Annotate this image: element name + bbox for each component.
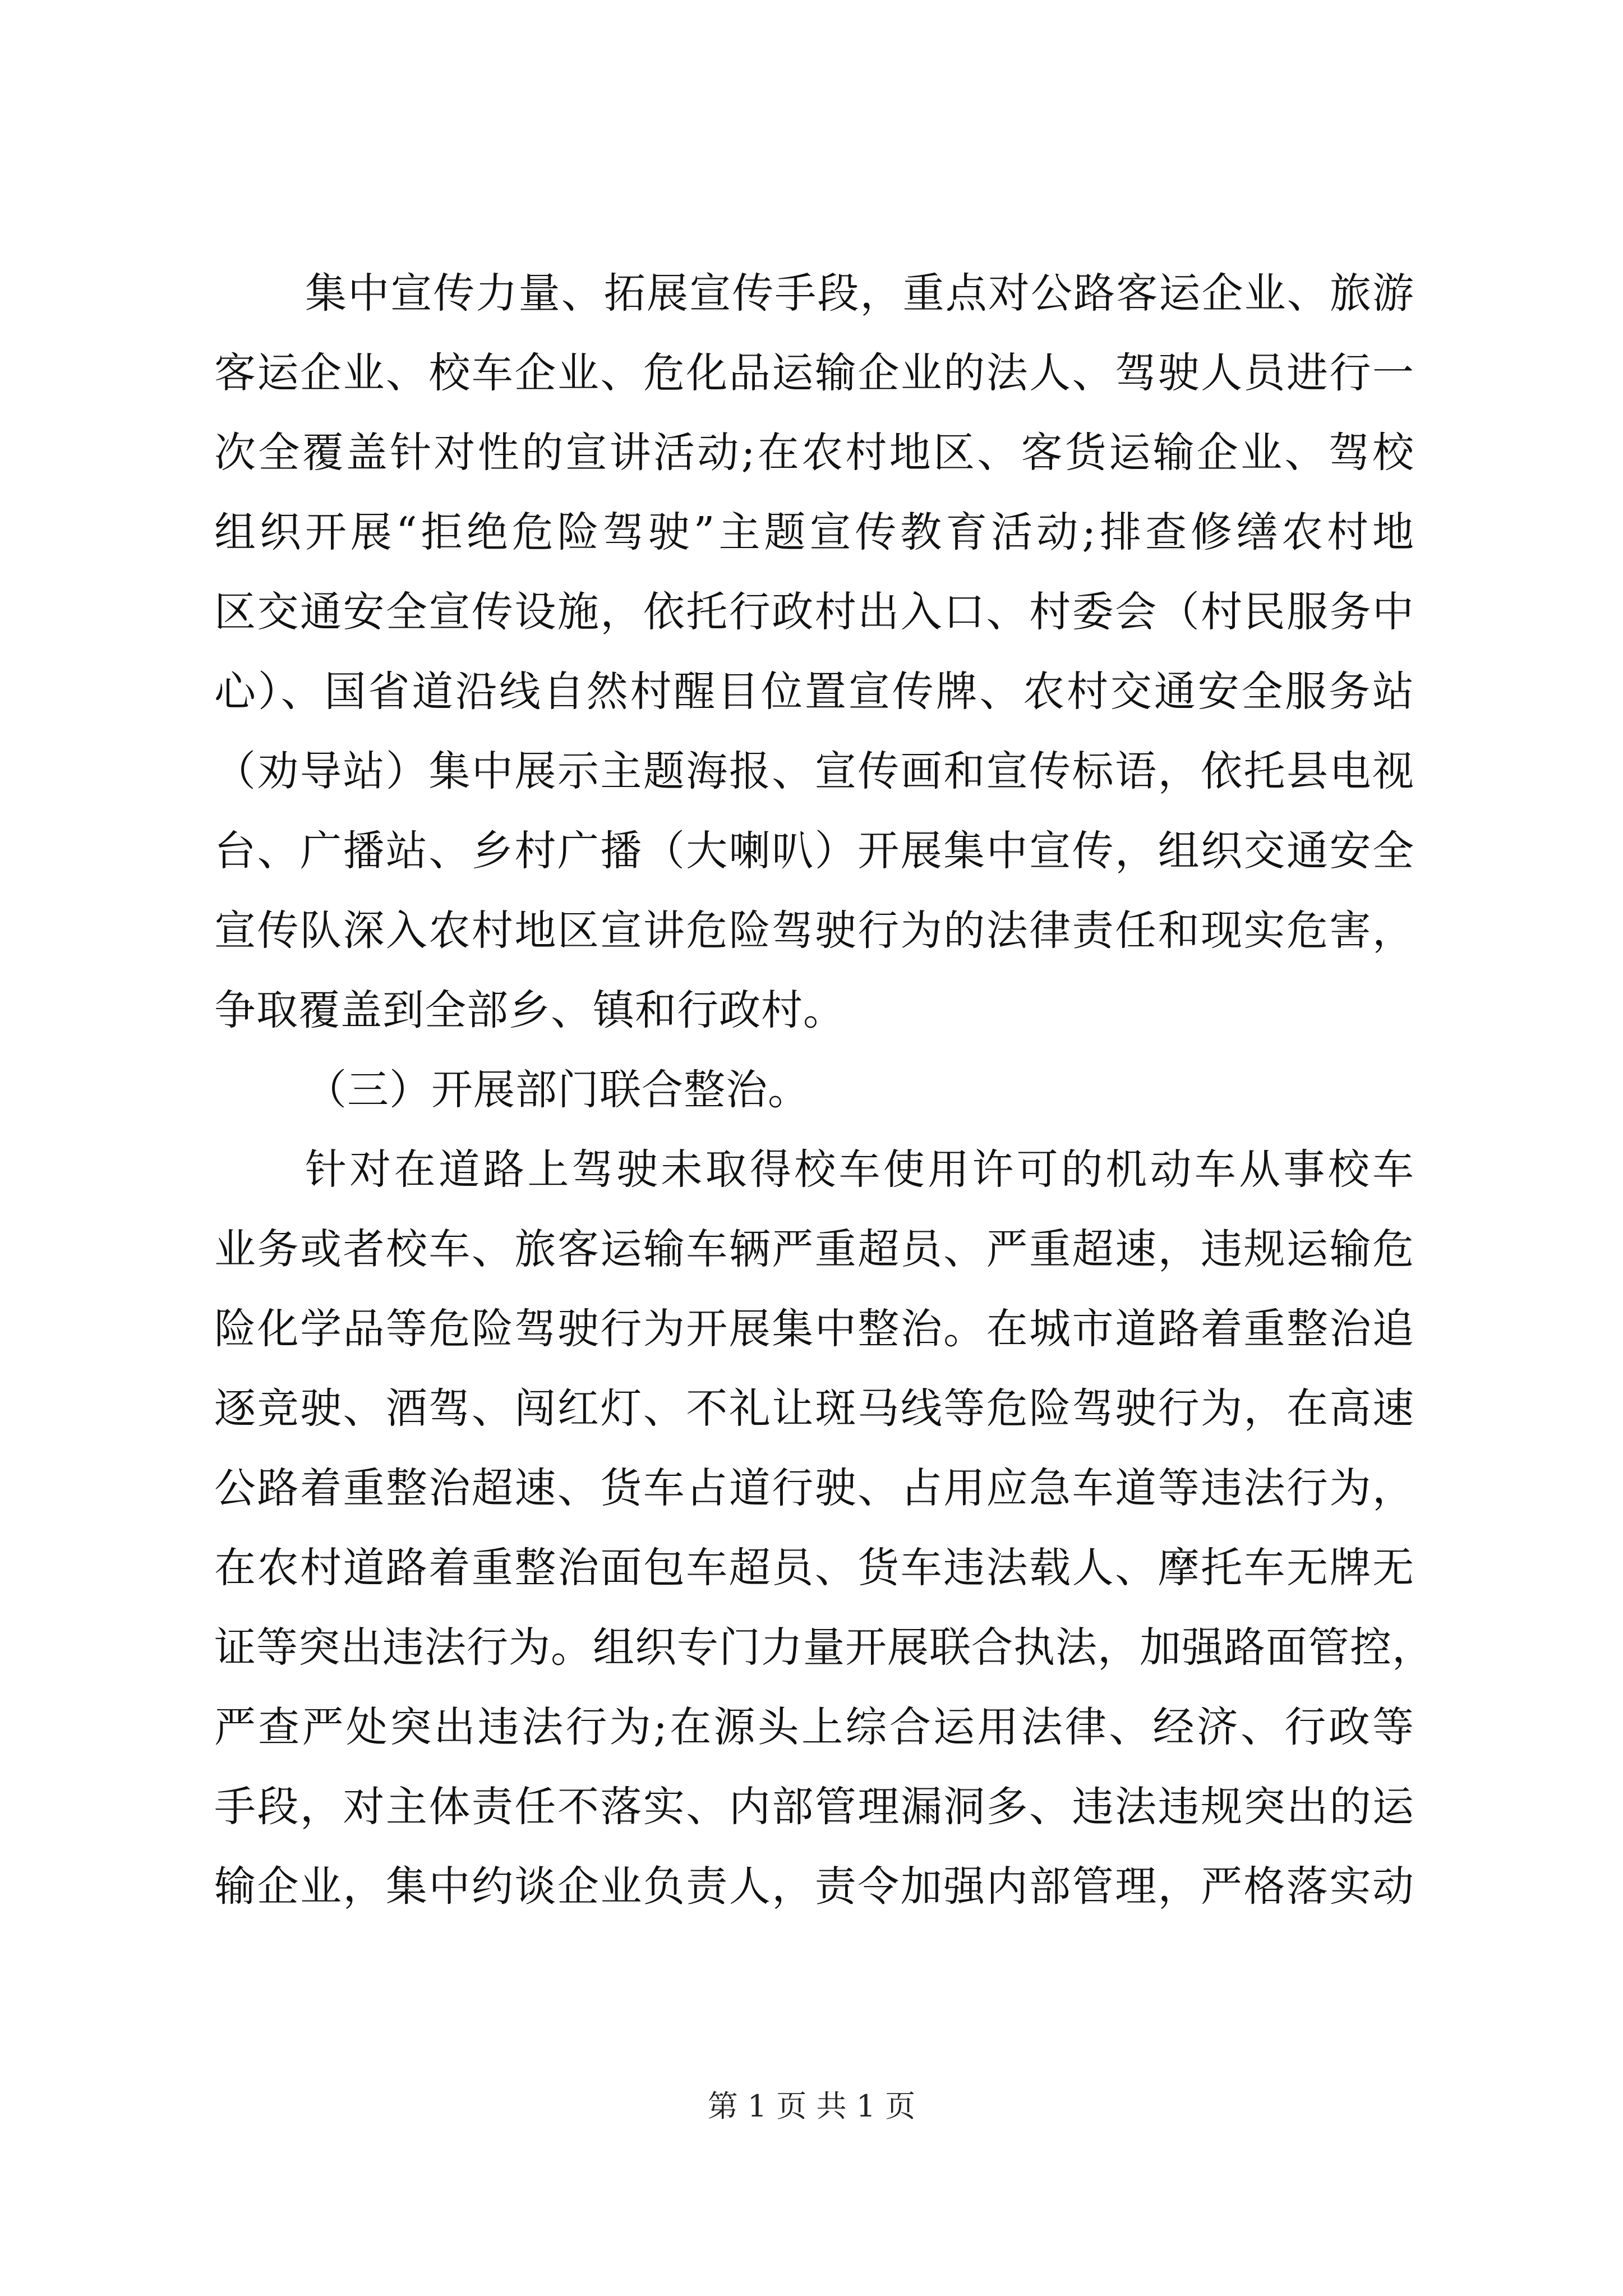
paragraph-line: 台、广播站、乡村广播（大喇叭）开展集中宣传，组织交通安全: [214, 827, 1414, 875]
paragraph-line: （劝导站）集中展示主题海报、宣传画和宣传标语，依托县电视: [214, 747, 1414, 795]
paragraph-line: 在农村道路着重整治面包车超员、货车违法载人、摩托车无牌无: [214, 1544, 1414, 1592]
paragraph-line: 组织开展“拒绝危险驾驶”主题宣传教育活动;排查修缮农村地: [214, 508, 1414, 556]
paragraph-line: 证等突出违法行为。组织专门力量开展联合执法，加强路面管控，: [214, 1623, 1434, 1672]
paragraph-line: 争取覆盖到全部乡、镇和行政村。: [214, 986, 845, 1034]
paragraph-line: 区交通安全宣传设施，依托行政村出入口、村委会（村民服务中: [214, 588, 1414, 636]
paragraph-line: 逐竞驶、酒驾、闯红灯、不礼让斑马线等危险驾驶行为，在高速: [214, 1384, 1414, 1433]
page-number-footer: 第 1 页 共 1 页: [707, 2088, 916, 2124]
paragraph-line: 严查严处突出违法行为;在源头上综合运用法律、经济、行政等: [214, 1703, 1414, 1751]
section-heading: （三）开展部门联合整治。: [305, 1066, 810, 1114]
paragraph-line: 输企业，集中约谈企业负责人，责令加强内部管理，严格落实动: [214, 1862, 1414, 1911]
paragraph-line: 针对在道路上驾驶未取得校车使用许可的机动车从事校车: [305, 1145, 1414, 1194]
document-body: [214, 254, 1434, 1926]
paragraph-line: 业务或者校车、旅客运输车辆严重超员、严重超速，违规运输危: [214, 1225, 1414, 1273]
paragraph-line: 险化学品等危险驾驶行为开展集中整治。在城市道路着重整治追: [214, 1305, 1414, 1353]
paragraph-line: 客运企业、校车企业、危化品运输企业的法人、驾驶人员进行一: [214, 349, 1414, 397]
paragraph-line: 手段，对主体责任不落实、内部管理漏洞多、违法违规突出的运: [214, 1783, 1414, 1831]
paragraph-line: 心）、国省道沿线自然村醒目位置宣传牌、农村交通安全服务站: [214, 668, 1414, 716]
paragraph-line: 次全覆盖针对性的宣讲活动;在农村地区、客货运输企业、驾校: [214, 429, 1414, 477]
paragraph-line: 宣传队深入农村地区宣讲危险驾驶行为的法律责任和现实危害，: [214, 907, 1414, 955]
paragraph-line: 集中宣传力量、拓展宣传手段，重点对公路客运企业、旅游: [305, 269, 1414, 318]
paragraph-line: 公路着重整治超速、货车占道行驶、占用应急车道等违法行为，: [214, 1464, 1414, 1512]
